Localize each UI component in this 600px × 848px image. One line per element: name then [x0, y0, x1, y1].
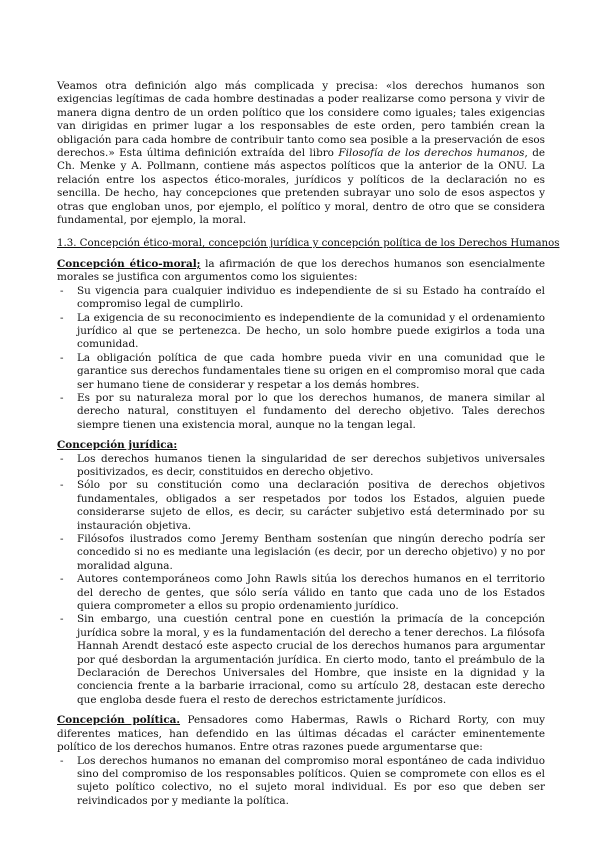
dash-bullet-icon: -: [60, 479, 64, 492]
juridica-intro: [57, 439, 545, 452]
dash-bullet-icon: -: [60, 351, 64, 364]
section-heading: 1.3. Concepción ético-moral, concepción jurídica y concepción política de los Derechos Humanos: [57, 238, 560, 250]
intro-text-a: Veamos otra definición algo más complicada y precisa: «los derechos humanos son exigencias legítimas de cada hombre destinadas a poder realizarse como persona y vivir de manera digna dentro de un orden político que los considere como iguales; tales exigencias van dirigidas en primer lugar a los responsables de este orden, pero también crean la obligación para cada hombre de contribuir tanto como sea posible a la preservación de esos derechos.» Esta última definición extraída del libro: [57, 80, 545, 160]
intro-text-b: , de Ch. Menke y A. Pollmann, contiene más aspectos políticos que la anterior de la ONU. La relación entre los aspectos ético-morales, jurídicos y políticos de la declaración no es sencilla. De hecho, hay concepciones que pretenden subrayar uno solo de esos aspectos y otras que engloban unos, por ejemplo, el político y moral, dentro de otro que se considera fundamental, por ejemplo, la moral.: [57, 147, 545, 227]
dash-bullet-icon: -: [60, 573, 64, 586]
list-item-text: Filósofos ilustrados como Jeremy Bentham sostenían que ningún derecho podría ser concedido si no es mediante una legislación (es decir, por un derecho objetivo) y no por moralidad alguna.: [77, 533, 545, 572]
dash-bullet-icon: -: [60, 613, 64, 626]
list-item: [57, 613, 545, 707]
list-item-text: La exigencia de su reconocimiento es independiente de la comunidad y el ordenamiento jurídico al que se pertenezca. De hecho, un solo hombre puede exigirlos a toda una comunidad.: [77, 311, 545, 351]
page-content: [57, 80, 560, 815]
list-item: [57, 755, 545, 809]
dash-bullet-icon: -: [60, 391, 64, 404]
dash-bullet-icon: -: [60, 311, 64, 324]
list-item-text: Los derechos humanos tienen la singularidad de ser derechos subjetivos universales positivizados, es decir, constituidos en derecho objetivo.: [77, 452, 545, 478]
politica-section: [57, 714, 545, 808]
intro-paragraph: [57, 80, 545, 227]
list-item: [57, 479, 545, 533]
list-item: [57, 312, 545, 352]
list-item-text: Es por su naturaleza moral por lo que los derechos humanos, de manera similar al derecho natural, constituyen el fundamento del derecho objetivo. Tales derechos siempre tienen una existencia moral, aunque no la tengan legal.: [77, 391, 545, 431]
politica-intro-text: Pensadores como Habermas, Rawls o Richard Rorty, con muy diferentes matices, han defendido en las últimas décadas el carácter eminentemente político de los derechos humanos. Entre otras razones puede argumentarse que:: [57, 714, 546, 754]
list-item: [57, 533, 545, 573]
etico-moral-intro: [57, 258, 545, 285]
etico-moral-heading: Concepción ético-moral;: [57, 257, 201, 270]
juridica-section: [57, 439, 545, 707]
juridica-heading: Concepción jurídica:: [57, 439, 178, 452]
dash-bullet-icon: -: [60, 533, 64, 545]
juridica-list: [57, 453, 545, 708]
etico-moral-list: [57, 285, 545, 432]
dash-bullet-icon: -: [60, 754, 64, 767]
list-item: [57, 573, 545, 613]
politica-intro: [57, 714, 545, 754]
list-item-text: Autores contemporáneos como John Rawls sitúa los derechos humanos en el territorio del derecho de gentes, que sólo sería válido en tanto que cada uno de los Estados quiera comprometer a ellos su propio ordenamiento jurídico.: [77, 573, 545, 613]
politica-list: [57, 755, 545, 809]
etico-moral-section: [57, 258, 545, 432]
book-title: Filosofía de los derechos humanos: [338, 147, 525, 160]
list-item-text: Sin embargo, una cuestión central pone en cuestión la primacía de la concepción jurídica sobre la moral, y es la fundamentación del derecho a tener derechos. La filósofa Hannah Arendt destacó este aspecto crucial de los derechos humanos para argumentar por qué desbordan la argumentación jurídica. En cierto modo, tanto el preámbulo de la Declaración de Derechos Universales del Hombre, que insiste en la dignidad y la conciencia frente a la barbarie irracional, como su artículo 28, destacan este derecho que engloba desde fuera el resto de derechos estrictamente jurídicos.: [77, 613, 545, 706]
dash-bullet-icon: -: [60, 284, 64, 297]
list-item: [57, 453, 545, 480]
etico-moral-intro-text: la afirmación de que los derechos humanos son esencialmente morales se justifica con argumentos como los siguientes:: [57, 257, 545, 284]
politica-heading: Concepción política.: [57, 714, 181, 727]
list-item: [57, 352, 545, 392]
list-item-text: Su vigencia para cualquier individuo es independiente de si su Estado ha contraído el compromiso legal de cumplirlo.: [77, 284, 545, 311]
list-item: [57, 285, 545, 312]
dash-bullet-icon: -: [60, 452, 64, 465]
list-item-text: La obligación política de que cada hombre pueda vivir en una comunidad que le garantice sus derechos fundamentales tiene su origen en el compromiso moral que cada ser humano tiene de considerar y respetar a los demás hombres.: [77, 351, 545, 391]
list-item-text: Sólo por su constitución como una declaración positiva de derechos objetivos fundamentales, obligados a ser respetados por todos los Estados, alguien puede considerarse sujeto de ellos, es decir, su carácter subjetivo está determinado por su instauración objetiva.: [77, 479, 545, 532]
list-item-text: Los derechos humanos no emanan del compromiso moral espontáneo de cada individuo sino del compromiso de los responsables políticos. Quien se compromete con ellos es el sujeto político colectivo, no el sujeto moral individual. Es por eso que deben ser reivindicados por y mediante la política.: [77, 754, 545, 807]
list-item: [57, 392, 545, 432]
